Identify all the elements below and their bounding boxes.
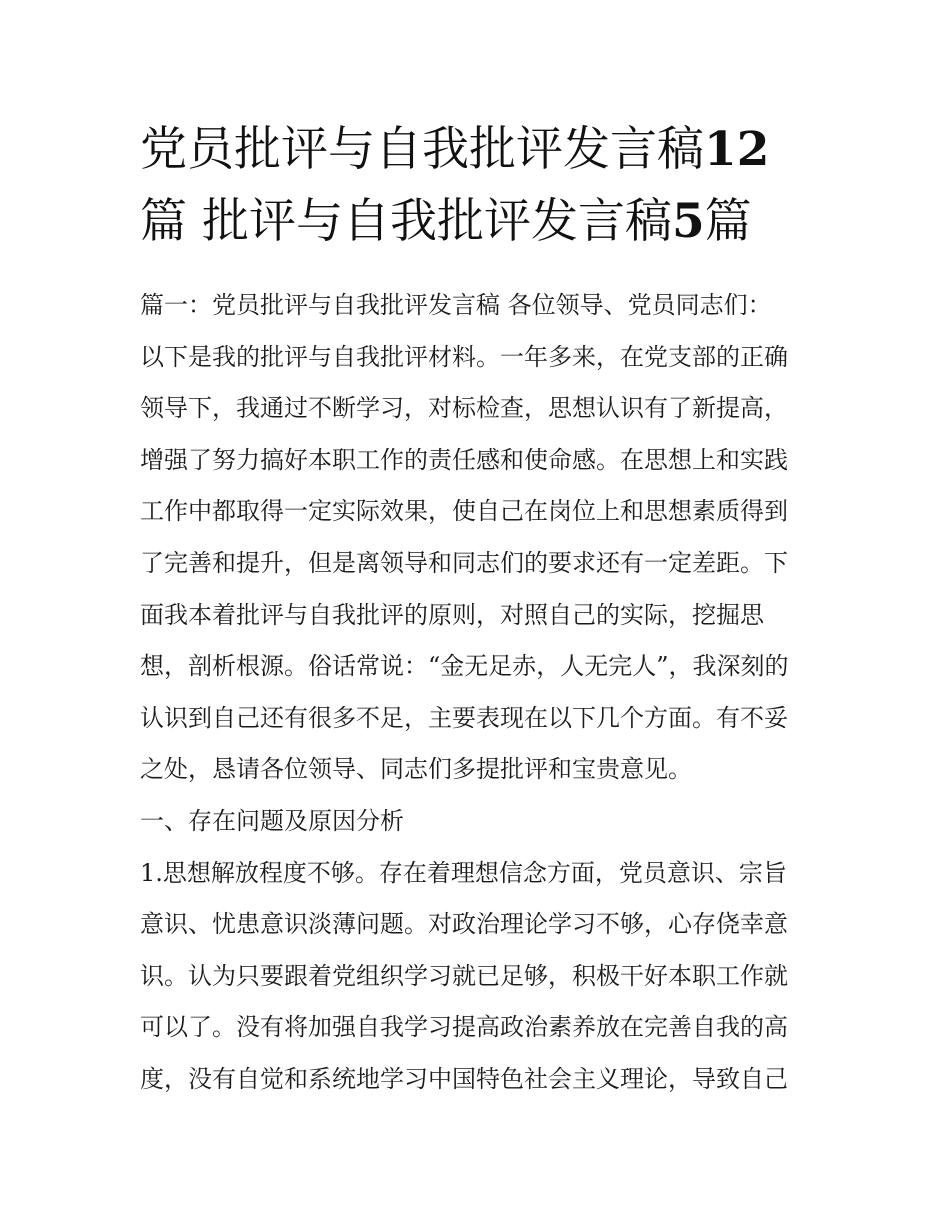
body-line: 以下是我的批评与自我批评材料。一年多来，在党支部的正确	[140, 342, 788, 371]
title-line-2	[140, 186, 820, 258]
body-line: 1.思想解放程度不够。存在着理想信念方面，党员意识、宗旨	[140, 858, 787, 887]
title-line-1	[140, 114, 820, 186]
body-line: 意识、忧患意识淡薄问题。对政治理论学习不够，心存侥幸意	[140, 910, 788, 939]
body-line: 工作中都取得一定实际效果，使自己在岗位上和思想素质得到	[140, 497, 788, 526]
title-line-1-number: 12	[704, 122, 770, 177]
body-line: 增强了努力搞好本职工作的责任感和使命感。在思想上和实践	[140, 445, 788, 474]
body-line: 想，剖析根源。俗话常说：“金无足赤，人无完人”，我深刻的	[140, 652, 789, 681]
body-line: 之处，恳请各位领导、同志们多提批评和宝贵意见。	[140, 755, 692, 784]
title-line-1-text: 党员批评与自我批评发言稿	[140, 122, 704, 177]
document-title	[140, 114, 820, 258]
section-heading: 一、存在问题及原因分析	[140, 806, 404, 835]
document-body	[140, 280, 830, 1106]
body-line: 了完善和提升，但是离领导和同志们的要求还有一定差距。下	[140, 548, 788, 577]
body-line: 可以了。没有将加强自我学习提高政治素养放在完善自我的高	[140, 1013, 788, 1042]
title-line-2-number: 5	[671, 194, 705, 249]
body-line: 识。认为只要跟着党组织学习就已足够，积极干好本职工作就	[140, 961, 788, 990]
body-line: 篇一：党员批评与自我批评发言稿 各位领导、党员同志们：	[140, 291, 772, 319]
title-line-2-text: 篇 批评与自我批评发言稿	[140, 194, 672, 249]
body-line: 领导下，我通过不断学习，对标检查，思想认识有了新提高，	[140, 394, 788, 423]
body-line: 面我本着批评与自我批评的原则，对照自己的实际，挖掘思	[140, 600, 764, 629]
title-line-2-tail: 篇	[704, 194, 752, 249]
body-line: 度，没有自觉和系统地学习中国特色社会主义理论，导致自己	[140, 1064, 788, 1093]
body-line: 认识到自己还有很多不足，主要表现在以下几个方面。有不妥	[140, 703, 788, 732]
